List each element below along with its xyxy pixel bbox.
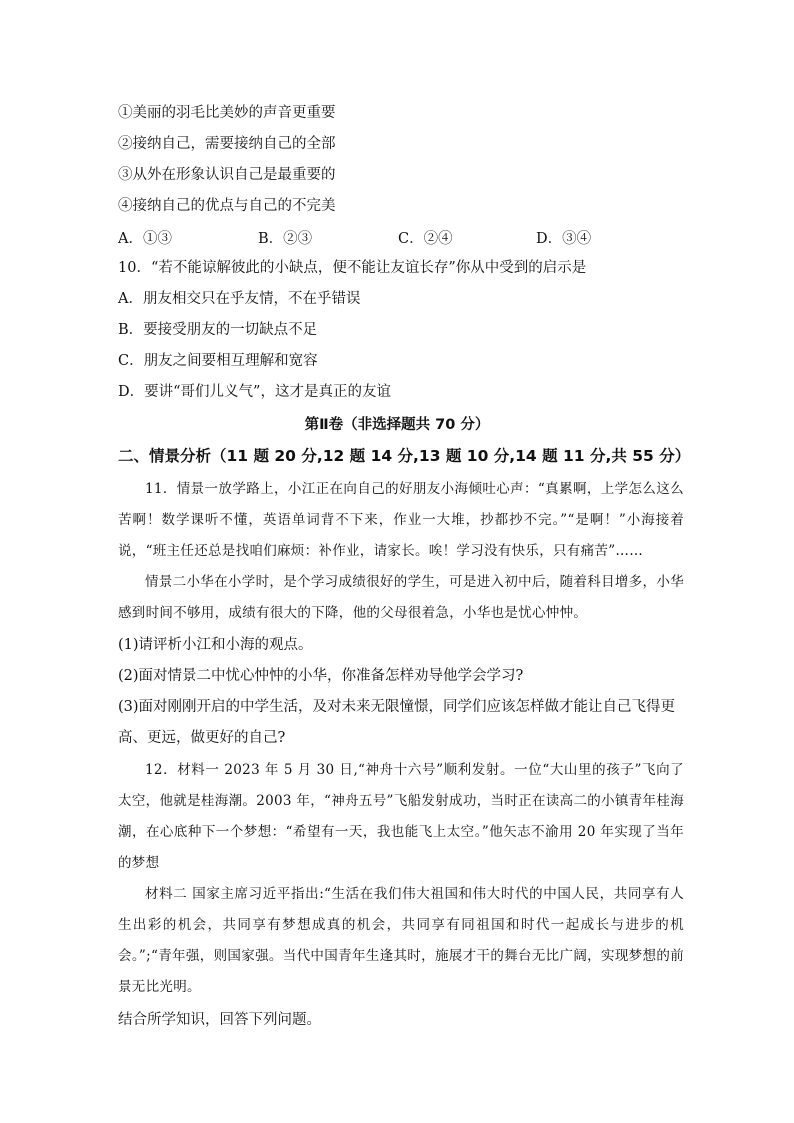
q9-option-d: D．③④: [536, 231, 592, 247]
q11-sub-1: (1)请评析小江和小海的观点。: [118, 637, 313, 653]
q12-material-2: 材料二 国家主席习近平指出:“生活在我们伟大祖国和伟大时代的中国人民，共同享有人生出彩的机会，共同享有梦想成真的机会，共同享有同祖国和时代一起成长与进步的机会。”;“青年强，则国家强。当代中国青年生逢其时，施展才干的舞台无比广阔，实现梦想的前景无比光明。: [118, 886, 684, 995]
q9-item-3: ③从外在形象认识自己是最重要的: [118, 167, 336, 183]
q9-options: [118, 227, 718, 249]
q10-option-b: B．要接受朋友的一切缺点不足: [118, 322, 318, 338]
q10-stem: 10．“若不能谅解彼此的小缺点，便不能让友谊长存”你从中受到的启示是: [118, 260, 587, 276]
q9-option-b: B．②③: [258, 231, 313, 247]
q11-sub-2: (2)面对情景二中忧心忡忡的小华，你准备怎样劝导他学会学习?: [118, 668, 524, 684]
q11-scenario-2: 情景二小华在小学时，是个学习成绩很好的学生，可是进入初中后，随着科目增多，小华感到时间不够用，成绩有很大的下降，他的父母很着急，小华也是忧心忡忡。: [118, 574, 684, 621]
q12-material-1: 12．材料一 2023 年 5 月 30 日,“神舟十六号”顺利发射。一位“大山里的孩子”飞向了太空，他就是桂海潮。2003 年，“神舟五号”飞船发射成功，当时正在读高二的小镇青年桂海潮，在心底种下一个梦想：“希望有一天，我也能飞上太空。”他矢志不渝用 20 年实现了当年的梦想: [118, 762, 684, 871]
q9-option-c: C．②④: [398, 231, 453, 247]
q9-option-a: A．①③: [118, 231, 172, 247]
q9-item-4: ④接纳自己的优点与自己的不完美: [118, 198, 336, 214]
q11-scenario-1: 11．情景一放学路上，小江正在向自己的好朋友小海倾吐心声：“真累啊，上学怎么这么苦啊！数学课听不懂，英语单词背不下来，作业一大堆，抄都抄不完。”“是啊！”小海接着说，“班主任还总是找咱们麻烦：补作业，请家长。唉！学习没有快乐，只有痛苦”……: [118, 481, 684, 559]
q10-option-c: C．朋友之间要相互理解和宽容: [118, 353, 318, 369]
q10-option-a: A．朋友相交只在乎友情，不在乎错误: [118, 291, 361, 307]
q11-sub-3: (3)面对刚刚开启的中学生活，及对未来无限憧憬，同学们应该怎样做才能让自己飞得更高、更远，做更好的自己?: [118, 699, 676, 746]
q9-item-1: ①美丽的羽毛比美妙的声音更重要: [118, 105, 336, 121]
section-title: 第Ⅱ卷（非选择题共 70 分）: [304, 417, 490, 433]
q10-option-d: D．要讲“哥们儿义气”，这才是真正的友谊: [118, 384, 391, 400]
section-heading: 二、情景分析（11 题 20 分,12 题 14 分,13 题 10 分,14 题 11 分,共 55 分）: [118, 447, 691, 465]
q9-item-2: ②接纳自己，需要接纳自己的全部: [118, 136, 336, 152]
q12-prompt: 结合所学知识，回答下列问题。: [118, 1012, 321, 1028]
